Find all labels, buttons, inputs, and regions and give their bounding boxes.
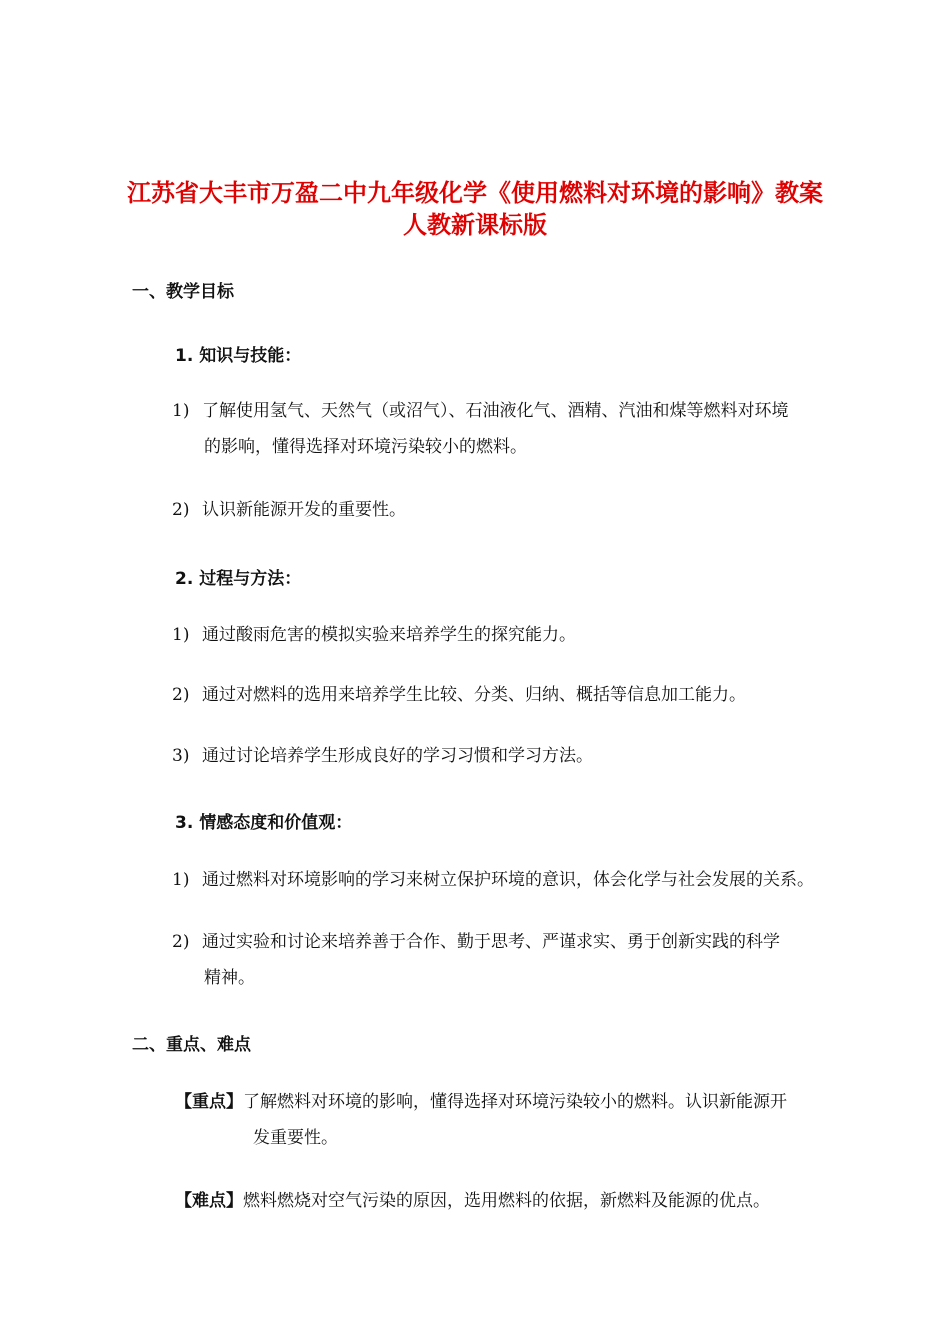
item-number: 1) xyxy=(172,401,190,421)
item-text: 通过实验和讨论来培养善于合作、勤于思考、严谨求实、勇于创新实践的科学 xyxy=(202,932,780,952)
key-point xyxy=(175,1084,895,1156)
document-title-line2: 人教新课标版 xyxy=(403,211,547,239)
sub2-heading: 2. 过程与方法： xyxy=(175,569,302,589)
sub1-heading: 1. 知识与技能： xyxy=(175,346,302,366)
item-number: 1) xyxy=(172,625,190,645)
item-number: 1) xyxy=(172,870,190,890)
item-text-continued: 的影响，懂得选择对环境污染较小的燃料。 xyxy=(204,437,527,457)
section2-heading: 二、重点、难点 xyxy=(132,1035,251,1055)
document-title-line1: 江苏省大丰市万盈二中九年级化学《使用燃料对环境的影响》教案 xyxy=(127,179,823,207)
key-point-text: 了解燃料对环境的影响，懂得选择对环境污染较小的燃料。认识新能源开 xyxy=(243,1092,787,1112)
list-item xyxy=(172,617,884,653)
list-item xyxy=(172,862,884,898)
item-text: 通过燃料对环境影响的学习来树立保护环境的意识，体会化学与社会发展的关系。 xyxy=(202,870,814,890)
list-item xyxy=(172,492,884,528)
key-point-tag: 【重点】 xyxy=(175,1092,243,1112)
difficult-point-tag: 【难点】 xyxy=(175,1191,243,1211)
item-text-continued: 精神。 xyxy=(204,968,255,988)
item-text: 了解使用氢气、天然气（或沼气）、石油液化气、酒精、汽油和煤等燃料对环境 xyxy=(202,401,789,421)
list-item xyxy=(172,393,884,465)
difficult-point-text: 燃料燃烧对空气污染的原因，选用燃料的依据，新燃料及能源的优点。 xyxy=(243,1191,770,1211)
key-point-text-continued: 发重要性。 xyxy=(253,1128,338,1148)
list-item xyxy=(172,738,884,774)
list-item xyxy=(172,924,884,996)
item-number: 2) xyxy=(172,932,190,952)
sub3-heading: 3. 情感态度和价值观： xyxy=(175,813,353,833)
difficult-point xyxy=(175,1183,895,1219)
item-text: 通过酸雨危害的模拟实验来培养学生的探究能力。 xyxy=(202,625,576,645)
item-number: 3) xyxy=(172,746,190,766)
item-text: 通过对燃料的选用来培养学生比较、分类、归纳、概括等信息加工能力。 xyxy=(202,685,746,705)
item-number: 2) xyxy=(172,685,190,705)
list-item xyxy=(172,677,884,713)
item-text: 认识新能源开发的重要性。 xyxy=(202,500,406,520)
section1-heading: 一、教学目标 xyxy=(132,282,234,302)
item-number: 2) xyxy=(172,500,190,520)
item-text: 通过讨论培养学生形成良好的学习习惯和学习方法。 xyxy=(202,746,593,766)
